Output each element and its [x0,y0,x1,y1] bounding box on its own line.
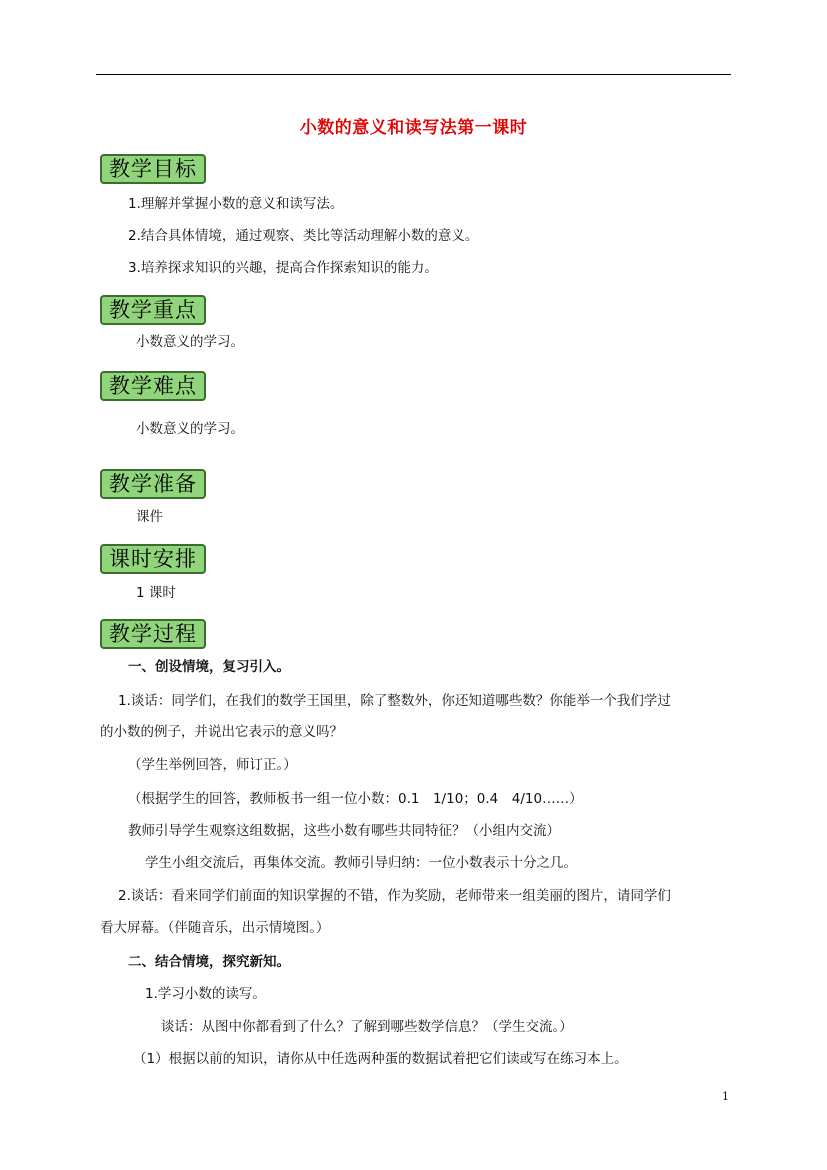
process-paragraph: （根据学生的回答，教师板书一组一位小数：0.1 1/10；0.4 4/10……） [128,791,583,807]
process-paragraph: 1.谈话：同学们，在我们的数学王国里，除了整数外，你还知道哪些数？你能举一个我们学过 [118,693,671,709]
page-number: 1 [722,1090,729,1103]
header-rule [96,74,731,75]
section-heading-key-points: 教学重点 [100,295,206,325]
section-heading-process: 教学过程 [100,619,206,649]
process-paragraph: 学生小组交流后，再集体交流。教师引导归纳：一位小数表示十分之几。 [145,855,577,871]
goal-item: 3.培养探求知识的兴趣，提高合作探索知识的能力。 [128,260,438,276]
process-paragraph: 2.谈话：看来同学们前面的知识掌握的不错，作为奖励，老师带来一组美丽的图片，请同学们 [118,888,671,904]
process-paragraph: （1）根据以前的知识，请你从中任选两种蛋的数据试着把它们读或写在练习本上。 [133,1051,628,1067]
section-heading-goals: 教学目标 [100,154,206,184]
section-heading-schedule: 课时安排 [100,544,206,574]
key-points-text: 小数意义的学习。 [136,334,244,350]
section-heading-difficulties: 教学难点 [100,371,206,401]
process-subheading: 一、创设情境，复习引入。 [128,659,290,675]
goal-item: 2.结合具体情境，通过观察、类比等活动理解小数的意义。 [128,228,479,244]
process-paragraph: （学生举例回答，师订正。） [128,757,297,773]
process-paragraph: 教师引导学生观察这组数据，这些小数有哪些共同特征？（小组内交流） [128,823,560,839]
process-paragraph: 的小数的例子，并说出它表示的意义吗？ [100,724,343,740]
process-paragraph: 谈话：从图中你都看到了什么？了解到哪些数学信息？（学生交流。） [161,1019,573,1035]
goal-item: 1.理解并掌握小数的意义和读写法。 [128,196,344,212]
document-title: 小数的意义和读写法第一课时 [299,118,528,138]
section-heading-preparation: 教学准备 [100,469,206,499]
process-paragraph: 1.学习小数的读写。 [145,986,266,1002]
process-paragraph: 看大屏幕。（伴随音乐，出示情境图。） [100,920,330,936]
process-subheading: 二、结合情境，探究新知。 [128,954,290,970]
preparation-text: 课件 [136,509,163,525]
difficulties-text: 小数意义的学习。 [136,421,244,437]
schedule-text: 1 课时 [136,585,176,601]
